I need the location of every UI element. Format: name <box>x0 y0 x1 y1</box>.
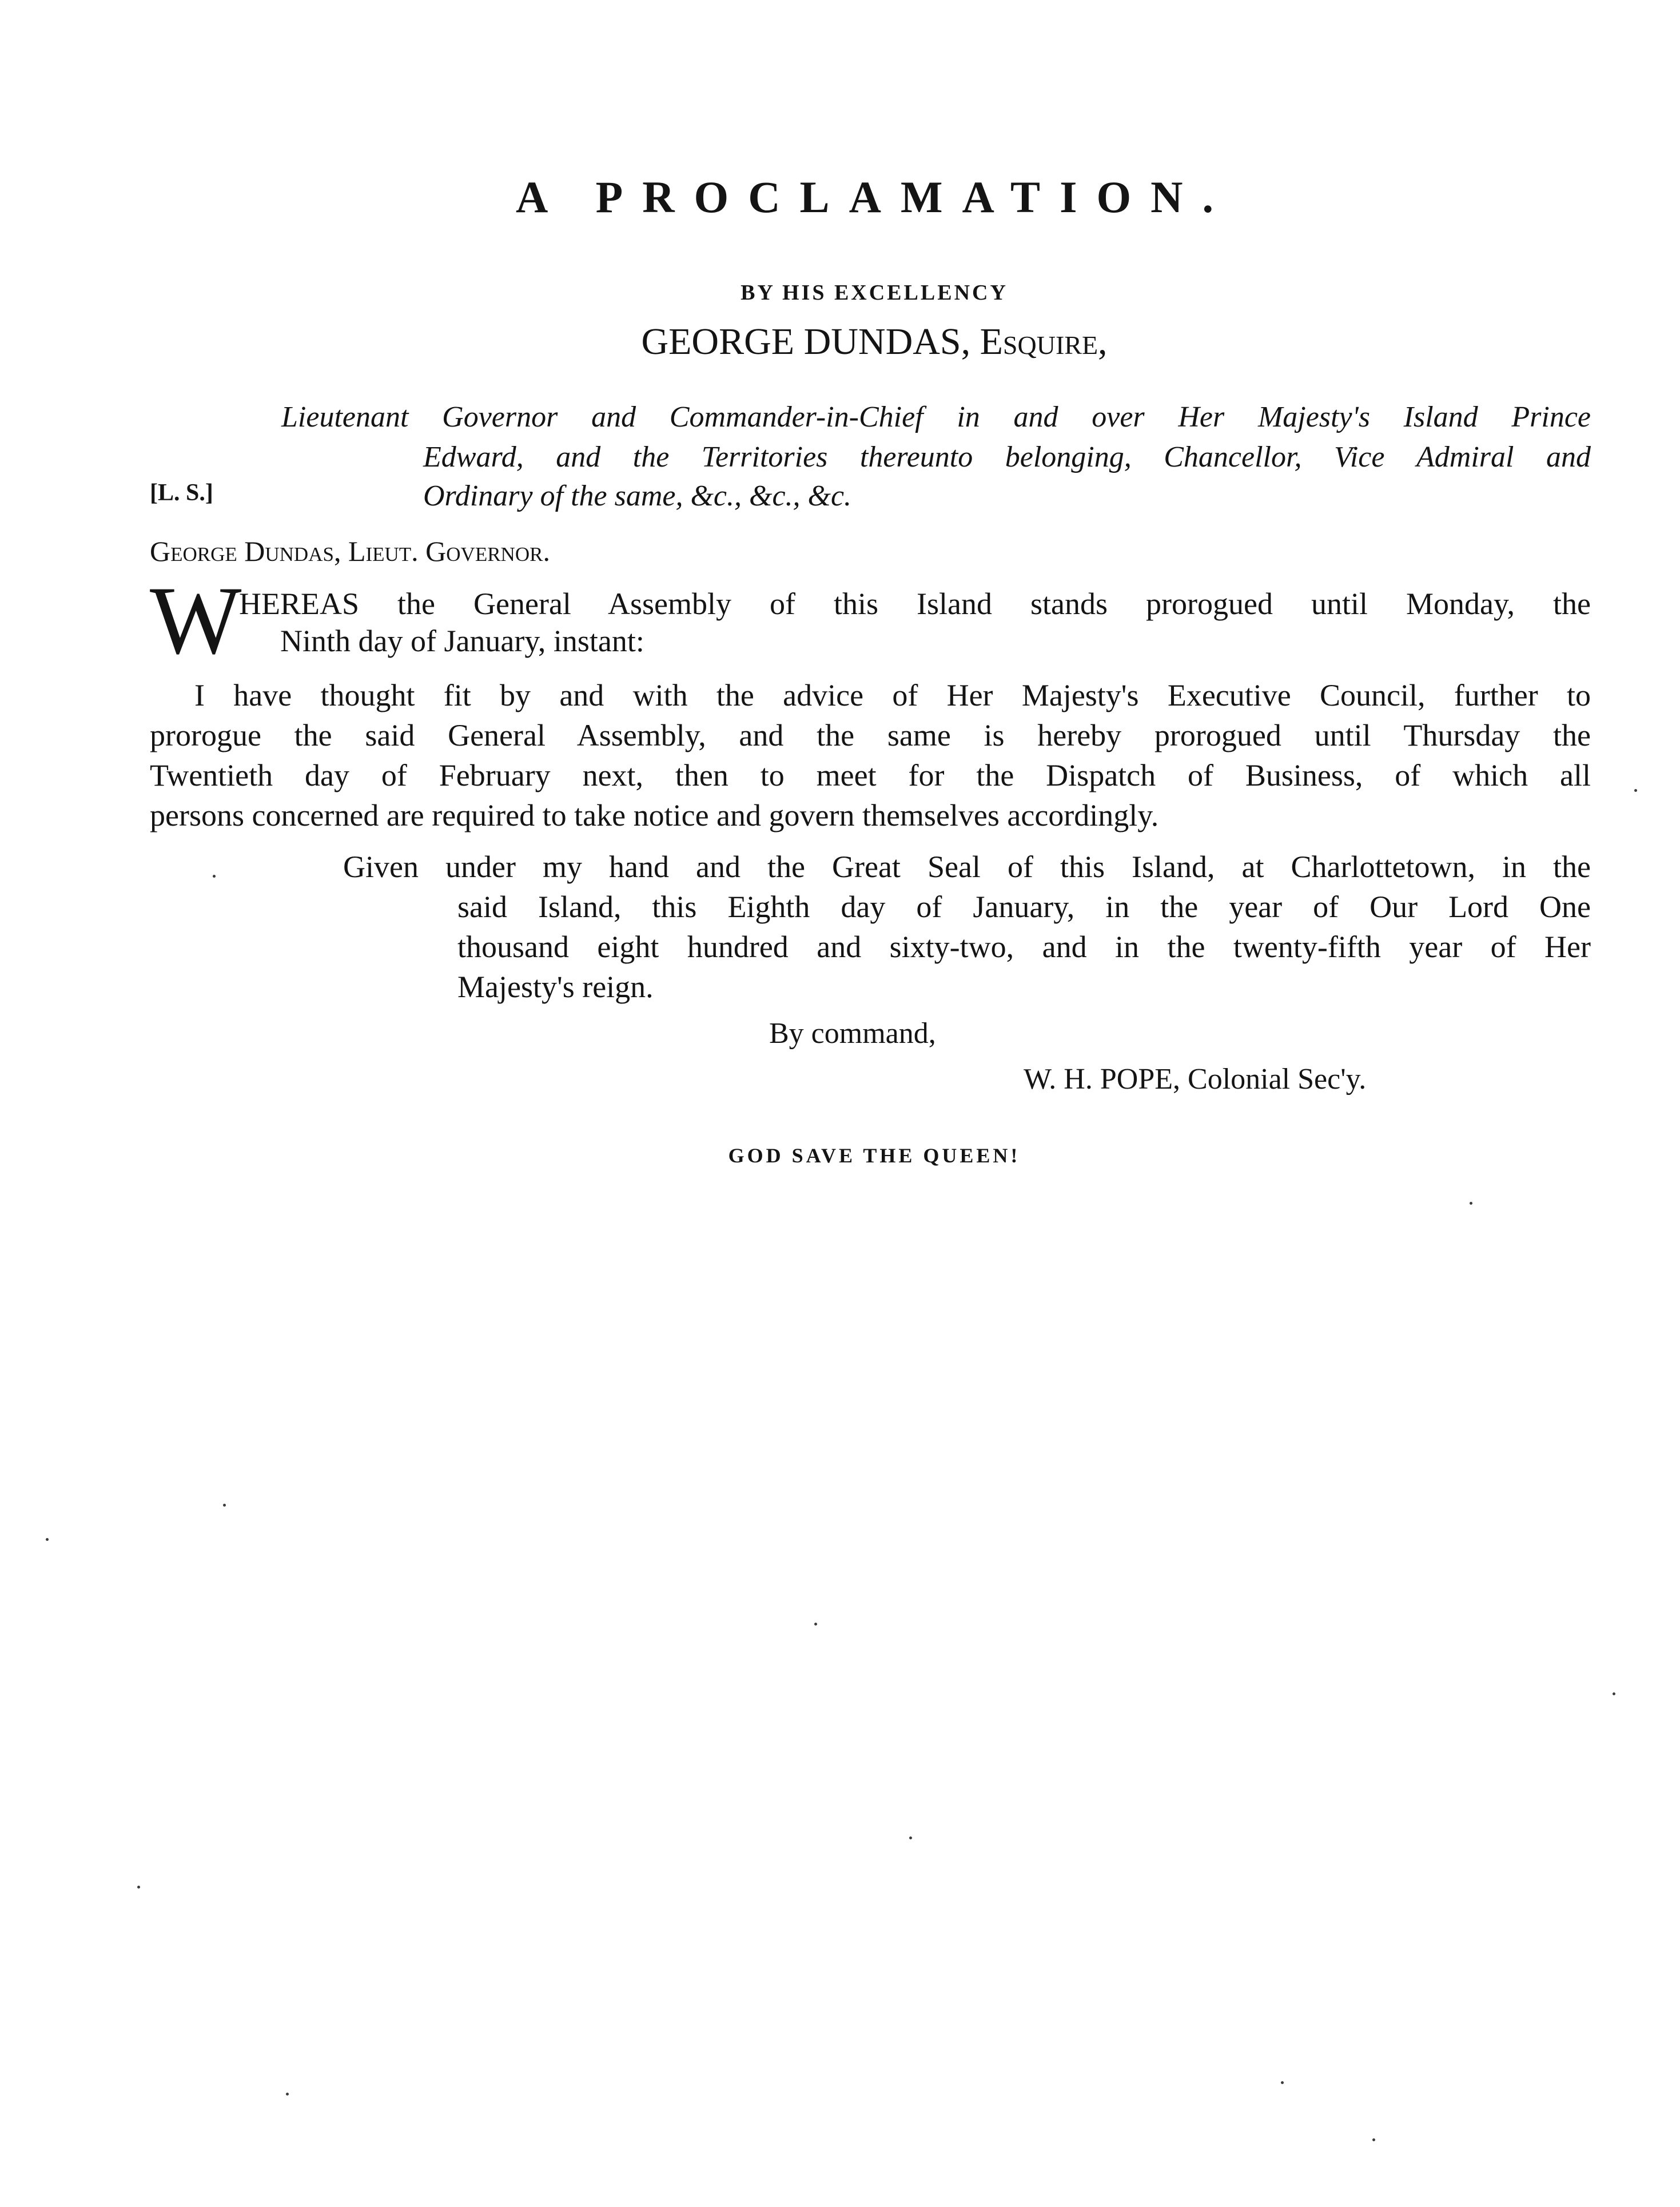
given-line-2: said Island, this Eighth day of January, in the year of Our Lord One <box>457 890 1591 924</box>
given-line-1: Given under my hand and the Great Seal of this Island, at Charlottetown, in the <box>343 850 1591 884</box>
speck <box>213 875 216 878</box>
speck <box>1470 1202 1472 1205</box>
governor-suffix: Esquire, <box>980 321 1108 362</box>
body-line-1: I have thought fit by and with the advice of Her Majesty's Executive Council, further to <box>194 678 1591 712</box>
speck <box>1281 2081 1284 2084</box>
seal-mark: [L. S.] <box>150 480 213 506</box>
speck <box>137 1886 140 1889</box>
body-line-2: prorogue the said General Assembly, and the same is hereby prorogued until Thursday the <box>150 718 1591 752</box>
whereas-line-2: Ninth day of January, instant: <box>280 624 644 658</box>
body-line-4: persons concerned are required to take notice and govern themselves accordingly. <box>150 798 1159 832</box>
governor-name: GEORGE DUNDAS, <box>641 321 971 362</box>
whereas-dropcap: W <box>150 567 242 674</box>
style-line-2: Edward, and the Territories thereunto belonging, Chancellor, Vice Admiral and <box>423 441 1591 473</box>
speck <box>1634 789 1637 792</box>
closing-motto: GOD SAVE THE QUEEN! <box>728 1144 1021 1167</box>
given-line-3: thousand eight hundred and sixty-two, and in the twenty-fifth year of Her <box>457 930 1591 964</box>
body-line-3: Twentieth day of February next, then to meet for the Dispatch of Business, of which all <box>150 758 1591 792</box>
speck <box>286 2093 289 2096</box>
speck <box>1613 1692 1615 1695</box>
speck <box>1372 2138 1375 2141</box>
governor-signature-line: George Dundas, Lieut. Governor. <box>150 535 550 567</box>
by-command: By command, <box>769 1017 936 1050</box>
whereas-line-1: HEREAS the General Assembly of this Island stands prorogued until Monday, the <box>239 587 1591 621</box>
style-line-1: Lieutenant Governor and Commander-in-Chief in and over Her Majesty's Island Prince <box>281 401 1591 433</box>
proclamation-title: A PROCLAMATION. <box>516 172 1233 222</box>
speck <box>909 1836 912 1839</box>
speck <box>223 1504 226 1507</box>
secretary-signature: W. H. POPE, Colonial Sec'y. <box>1024 1063 1367 1095</box>
speck <box>814 1623 817 1626</box>
given-line-4: Majesty's reign. <box>457 970 654 1004</box>
byline: BY HIS EXCELLENCY <box>741 281 1008 305</box>
governor-name-line <box>0 320 1680 364</box>
style-line-3: Ordinary of the same, &c., &c., &c. <box>423 480 852 512</box>
speck <box>46 1538 49 1541</box>
